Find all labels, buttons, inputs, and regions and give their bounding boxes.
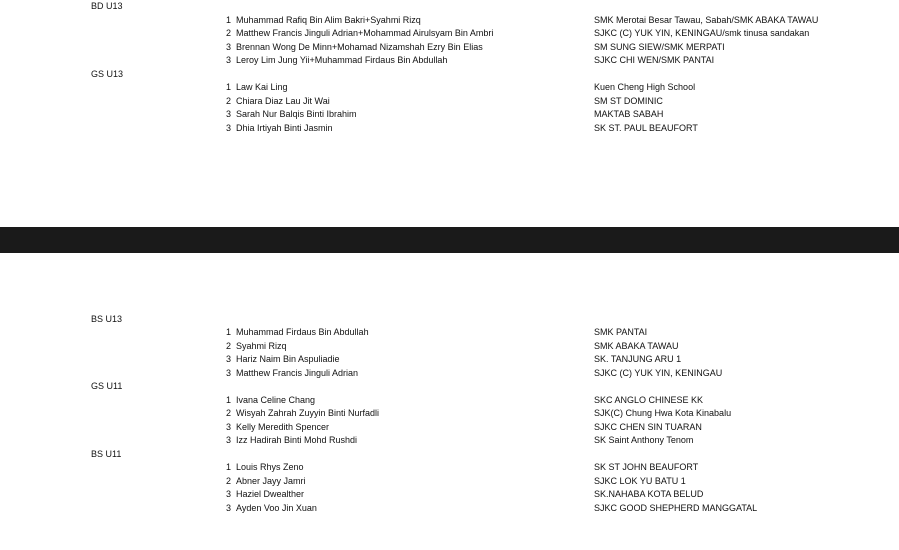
- entry-list: [0, 461, 899, 515]
- entry-list: [0, 81, 899, 135]
- school-name: SM ST DOMINIC: [594, 95, 663, 106]
- player-name: Law Kai Ling: [236, 82, 288, 92]
- school-name: SJK(C) Chung Hwa Kota Kinabalu: [594, 408, 732, 418]
- school-name: SK.NAHABA KOTA BELUD: [594, 489, 704, 499]
- result-entry: [0, 14, 899, 28]
- player-name: Matthew Francis Jinguli Adrian+Mohammad Airulsyam Bin Ambri: [236, 28, 494, 38]
- placing: 3: [226, 55, 232, 65]
- entry-list: [0, 326, 899, 380]
- entry-list: [0, 394, 899, 448]
- placing: 2: [226, 95, 232, 106]
- player-name: Muhammad Firdaus Bin Abdullah: [236, 327, 369, 337]
- player-name: Abner Jayy Jamri: [236, 475, 306, 486]
- results-page-2: [0, 253, 899, 550]
- player-name: Izz Hadirah Binti Mohd Rushdi: [236, 435, 358, 445]
- player-name: Brennan Wong De Minn+Mohamad Nizamshah Ezry Bin Elias: [236, 41, 483, 52]
- category-heading: BD U13: [91, 1, 123, 11]
- school-name: SK ST JOHN BEAUFORT: [594, 462, 699, 472]
- placing: 2: [226, 408, 232, 418]
- result-entry: [0, 407, 899, 421]
- placing: 3: [226, 41, 232, 52]
- result-entry: [0, 353, 899, 367]
- placing: 3: [226, 367, 232, 378]
- category-heading: GS U11: [91, 381, 123, 391]
- player-name: Louis Rhys Zeno: [236, 462, 304, 472]
- player-name: Chiara Diaz Lau Jit Wai: [236, 95, 330, 106]
- result-entry: [0, 95, 899, 109]
- player-name: Kelly Meredith Spencer: [236, 421, 330, 432]
- result-entry: [0, 421, 899, 435]
- result-entry: [0, 54, 899, 68]
- category-heading: BS U11: [91, 448, 122, 459]
- school-name: SJKC LOK YU BATU 1: [594, 475, 686, 486]
- placing: 1: [226, 82, 232, 92]
- placing: 1: [226, 462, 232, 472]
- result-entry: [0, 434, 899, 448]
- placing: 3: [226, 354, 232, 364]
- school-name: Kuen Cheng High School: [594, 82, 696, 92]
- player-name: Matthew Francis Jinguli Adrian: [236, 367, 359, 378]
- placing: 1: [226, 14, 232, 25]
- player-name: Ivana Celine Chang: [236, 394, 316, 405]
- school-name: SK Saint Anthony Tenom: [594, 435, 694, 445]
- school-name: SKC ANGLO CHINESE KK: [594, 394, 704, 405]
- result-entry: [0, 367, 899, 381]
- result-entry: [0, 326, 899, 340]
- school-name: SMK Merotai Besar Tawau, Sabah/SMK ABAKA TAWAU: [594, 14, 819, 25]
- school-name: MAKTAB SABAH: [594, 109, 664, 119]
- placing: 3: [226, 421, 232, 432]
- placing: 1: [226, 327, 232, 337]
- placing: 3: [226, 122, 232, 133]
- school-name: SJKC (C) YUK YIN, KENINGAU/smk tinusa sandakan: [594, 28, 810, 38]
- result-entry: [0, 502, 899, 516]
- placing: 2: [226, 28, 232, 38]
- result-entry: [0, 27, 899, 41]
- school-name: SJKC (C) YUK YIN, KENINGAU: [594, 367, 723, 378]
- result-entry: [0, 81, 899, 95]
- player-name: Ayden Voo Jin Xuan: [236, 502, 317, 513]
- player-name: Muhammad Rafiq Bin Alim Bakri+Syahmi Rizq: [236, 14, 421, 25]
- placing: 3: [226, 109, 232, 119]
- school-name: SJKC CHI WEN/SMK PANTAI: [594, 55, 715, 65]
- page-break-divider: [0, 227, 899, 253]
- placing: 2: [226, 475, 232, 486]
- school-name: SK ST. PAUL BEAUFORT: [594, 122, 698, 133]
- results-page-1: [0, 0, 899, 227]
- school-name: SK. TANJUNG ARU 1: [594, 354, 682, 364]
- result-entry: [0, 41, 899, 55]
- school-name: SMK ABAKA TAWAU: [594, 340, 679, 351]
- placing: 3: [226, 435, 232, 445]
- result-entry: [0, 394, 899, 408]
- school-name: SMK PANTAI: [594, 327, 648, 337]
- player-name: Wisyah Zahrah Zuyyin Binti Nurfadli: [236, 408, 380, 418]
- result-entry: [0, 122, 899, 136]
- result-entry: [0, 340, 899, 354]
- player-name: Sarah Nur Balqis Binti Ibrahim: [236, 109, 357, 119]
- placing: 3: [226, 489, 232, 499]
- category-heading: BS U13: [91, 313, 123, 324]
- player-name: Dhia Irtiyah Binti Jasmin: [236, 122, 333, 133]
- placing: 2: [226, 340, 232, 351]
- school-name: SJKC CHEN SIN TUARAN: [594, 421, 702, 432]
- result-entry: [0, 108, 899, 122]
- player-name: Syahmi Rizq: [236, 340, 287, 351]
- player-name: Hariz Naim Bin Aspuliadie: [236, 354, 340, 364]
- placing: 1: [226, 394, 232, 405]
- result-entry: [0, 488, 899, 502]
- result-entry: [0, 475, 899, 489]
- placing: 3: [226, 502, 232, 513]
- result-entry: [0, 461, 899, 475]
- category-heading: GS U13: [91, 68, 124, 79]
- school-name: SM SUNG SIEW/SMK MERPATI: [594, 41, 725, 52]
- player-name: Leroy Lim Jung Yii+Muhammad Firdaus Bin Abdullah: [236, 55, 448, 65]
- entry-list: [0, 14, 899, 68]
- player-name: Haziel Dwealther: [236, 489, 305, 499]
- school-name: SJKC GOOD SHEPHERD MANGGATAL: [594, 502, 758, 513]
